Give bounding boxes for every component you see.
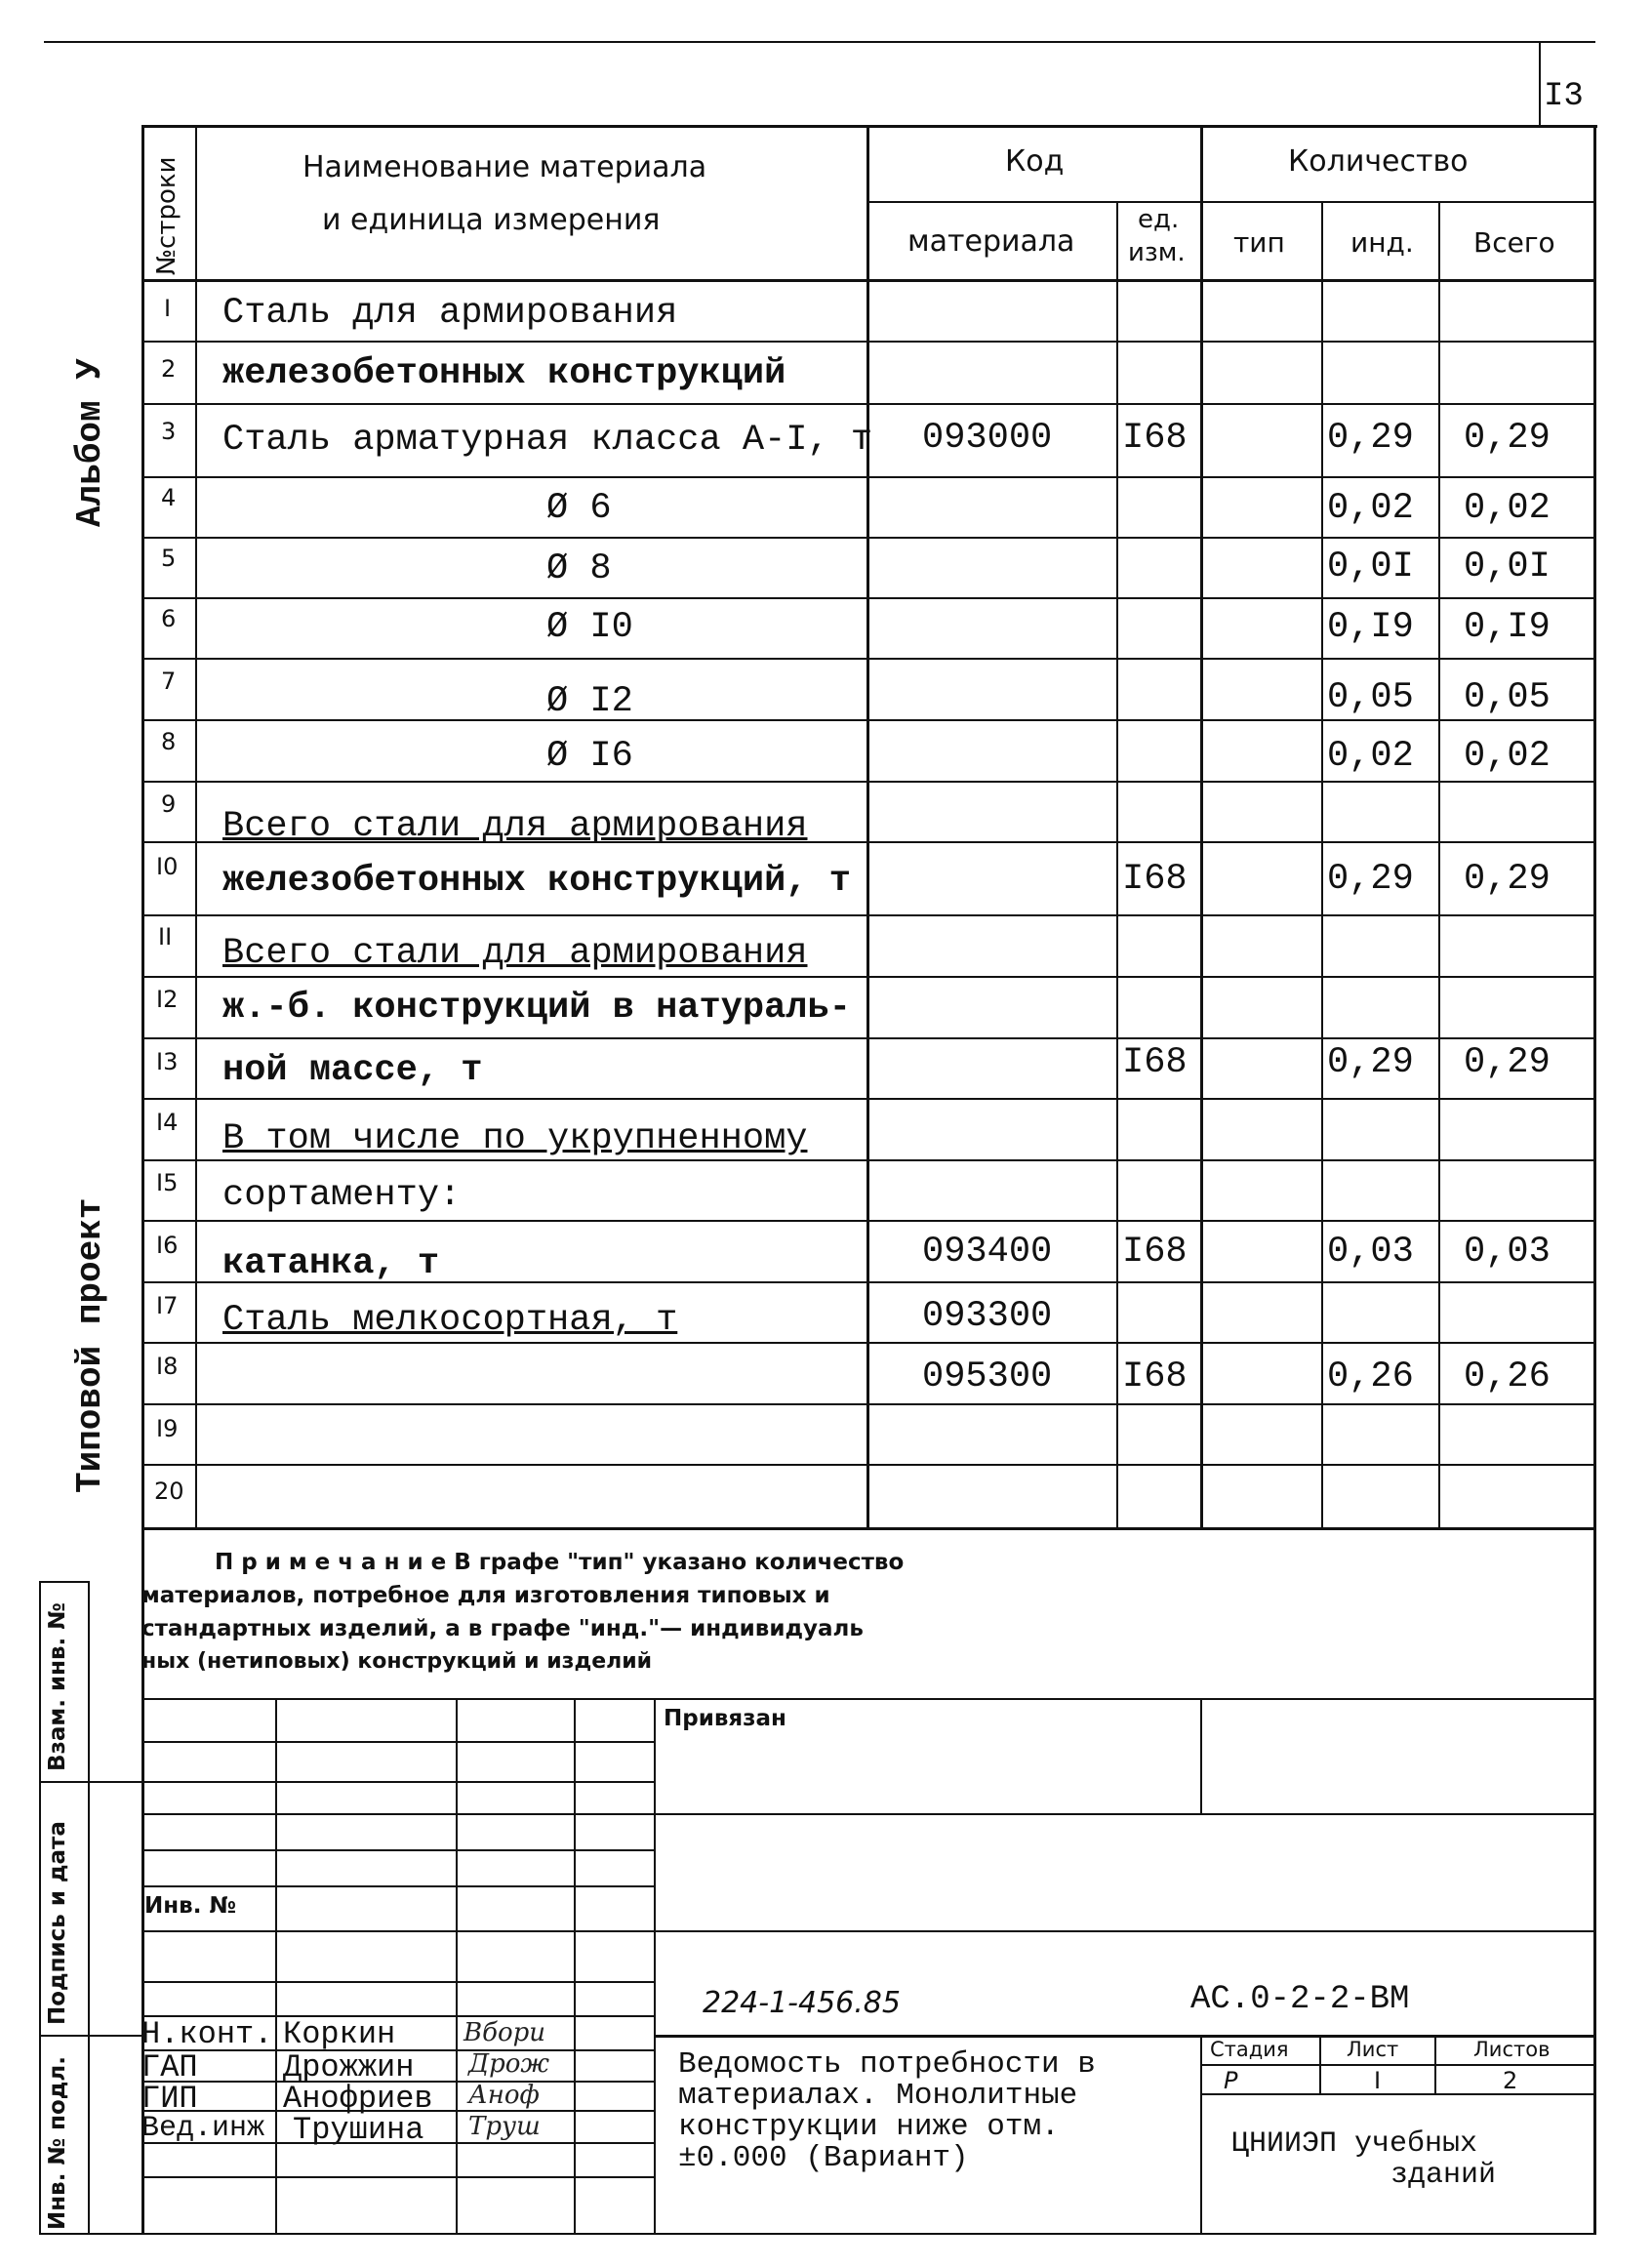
sheet-title-line: конструкции ниже отм. xyxy=(678,2110,1060,2144)
material-name: Всего стали для армирования xyxy=(222,933,808,974)
stage-label: Стадия xyxy=(1210,2038,1289,2061)
unit-code: I68 xyxy=(1122,1042,1188,1083)
individual-qty: 0,03 xyxy=(1327,1232,1414,1273)
material-name: Сталь для армирования xyxy=(222,293,678,334)
row-number: 5 xyxy=(161,545,177,572)
material-name: Сталь мелкосортная, т xyxy=(222,1300,678,1341)
code-header: Код xyxy=(1005,144,1065,179)
material-code: 095300 xyxy=(922,1356,1053,1397)
total-qty: 0,03 xyxy=(1464,1232,1551,1273)
signer-name: Коркин xyxy=(283,2016,396,2052)
material-name: ж.-б. конструкций в натураль- xyxy=(222,988,851,1029)
total-qty: 0,05 xyxy=(1464,677,1551,718)
role-label: ГИП xyxy=(141,2081,198,2117)
material-name: Ø 8 xyxy=(546,548,612,589)
role-label: ГАП xyxy=(141,2049,198,2085)
project-label: Типовой проект xyxy=(70,1197,110,1493)
individual-qty: 0,29 xyxy=(1327,859,1414,900)
sheets-value: 2 xyxy=(1503,2067,1518,2094)
individual-qty: 0,26 xyxy=(1327,1356,1414,1397)
total-qty: 0,29 xyxy=(1464,859,1551,900)
signature: Аноф xyxy=(468,2081,540,2110)
individual-qty: 0,02 xyxy=(1327,488,1414,529)
row-number: I3 xyxy=(156,1048,179,1075)
material-name: В том числе по укрупненному xyxy=(222,1118,808,1159)
individual-qty: 0,29 xyxy=(1327,418,1414,459)
row-number: I4 xyxy=(156,1109,179,1136)
note-line: стандартных изделий, а в графе "инд."— индивидуаль xyxy=(141,1616,864,1641)
document-code: АС.0-2-2-ВМ xyxy=(1190,1981,1410,2018)
row-number: 3 xyxy=(161,418,177,445)
signer-name: Дрожжин xyxy=(283,2049,415,2085)
signature: Труш xyxy=(468,2112,541,2141)
row-number: 8 xyxy=(161,728,177,755)
organization-line: ЦНИИЭП учебных xyxy=(1231,2127,1478,2161)
row-number: 2 xyxy=(161,355,177,383)
material-name: ной массе, т xyxy=(222,1050,483,1091)
material-name: железобетонных конструкций xyxy=(222,353,786,394)
row-number: II xyxy=(158,923,173,951)
material-name: Ø I0 xyxy=(546,607,633,648)
note-line: материалов, потребное для изготовления типовых и xyxy=(141,1583,830,1608)
name-header-line1: Наименование материала xyxy=(302,150,707,184)
material-name: Сталь арматурная класса А-I, т xyxy=(222,420,873,461)
podpis-label: Подпись и дата xyxy=(45,1821,70,2025)
row-number: 7 xyxy=(161,668,177,695)
total-qty: 0,29 xyxy=(1464,418,1551,459)
material-name: катанка, т xyxy=(222,1243,440,1284)
individual-header: инд. xyxy=(1350,226,1414,259)
individual-qty: 0,02 xyxy=(1327,736,1414,777)
row-number: I5 xyxy=(156,1169,179,1196)
sheet-label: Лист xyxy=(1347,2038,1399,2061)
material-code: 093300 xyxy=(922,1296,1053,1337)
inv-podl-label: Инв. № подл. xyxy=(45,2056,70,2230)
row-number: I2 xyxy=(156,986,179,1013)
document-number: 224-1-456.85 xyxy=(703,1986,901,2020)
note-line: П р и м е ч а н и е В графе "тип" указано количество xyxy=(215,1550,905,1575)
material-code: 093400 xyxy=(922,1232,1053,1273)
material-name: Ø 6 xyxy=(546,488,612,529)
unit-code: I68 xyxy=(1122,418,1188,459)
row-number: 6 xyxy=(161,605,177,632)
unit-code: I68 xyxy=(1122,859,1188,900)
organization-line: зданий xyxy=(1390,2159,1497,2192)
unit-code: I68 xyxy=(1122,1356,1188,1397)
sheet-title-line: материалах. Монолитные xyxy=(678,2079,1078,2113)
total-qty: 0,29 xyxy=(1464,1042,1551,1083)
total-qty: 0,02 xyxy=(1464,736,1551,777)
individual-qty: 0,0I xyxy=(1327,547,1414,587)
role-label: Вед.инж xyxy=(141,2112,265,2145)
quantity-header: Количество xyxy=(1288,144,1469,179)
album-label: Альбом У xyxy=(70,358,110,527)
individual-qty: 0,29 xyxy=(1327,1042,1414,1083)
material-name: сортаменту: xyxy=(222,1175,462,1216)
row-number: 20 xyxy=(154,1478,184,1505)
signer-name: Анофриев xyxy=(283,2081,433,2117)
page-number: I3 xyxy=(1544,78,1584,115)
sheets-label: Листов xyxy=(1473,2038,1551,2061)
sheet-title-line: ±0.000 (Вариант) xyxy=(678,2141,969,2175)
row-number: I6 xyxy=(156,1232,179,1259)
inv-no-label: Инв. № xyxy=(144,1893,237,1919)
signer-name: Трушина xyxy=(293,2112,424,2148)
individual-qty: 0,05 xyxy=(1327,677,1414,718)
row-number-header: №строки xyxy=(152,156,181,275)
total-qty: 0,0I xyxy=(1464,547,1551,587)
row-number: I0 xyxy=(156,853,179,880)
individual-qty: 0,I9 xyxy=(1327,607,1414,648)
row-number: I7 xyxy=(156,1292,179,1319)
row-number: I9 xyxy=(156,1415,179,1442)
total-qty: 0,I9 xyxy=(1464,607,1551,648)
name-header-line2: и единица измерения xyxy=(322,203,661,237)
stage-value: Р xyxy=(1224,2067,1238,2094)
total-header: Всего xyxy=(1473,226,1555,259)
sheet-value: I xyxy=(1374,2067,1382,2094)
total-qty: 0,26 xyxy=(1464,1356,1551,1397)
row-number: I8 xyxy=(156,1353,179,1380)
note-line: ных (нетиповых) конструкций и изделий xyxy=(141,1649,653,1674)
code-unit-header-2: изм. xyxy=(1128,238,1186,267)
signature: Вбори xyxy=(463,2018,546,2047)
privyazan-label: Привязан xyxy=(664,1706,786,1731)
total-qty: 0,02 xyxy=(1464,488,1551,529)
signature: Дрож xyxy=(468,2049,549,2079)
row-number: 9 xyxy=(161,790,177,818)
type-header: тип xyxy=(1233,226,1285,259)
row-number: 4 xyxy=(161,484,177,511)
code-unit-header-1: ед. xyxy=(1138,205,1180,234)
material-code: 093000 xyxy=(922,418,1053,459)
vzam-label: Взам. инв. № xyxy=(45,1602,70,1771)
unit-code: I68 xyxy=(1122,1232,1188,1273)
material-name: железобетонных конструкций, т xyxy=(222,861,851,902)
material-name: Ø I6 xyxy=(546,736,633,777)
sheet-title-line: Ведомость потребности в xyxy=(678,2047,1096,2082)
material-name: Ø I2 xyxy=(546,681,633,722)
material-name: Всего стали для армирования xyxy=(222,806,808,847)
code-material-header: материала xyxy=(907,224,1075,259)
row-number: I xyxy=(164,295,172,322)
role-label: Н.конт. xyxy=(141,2016,273,2052)
